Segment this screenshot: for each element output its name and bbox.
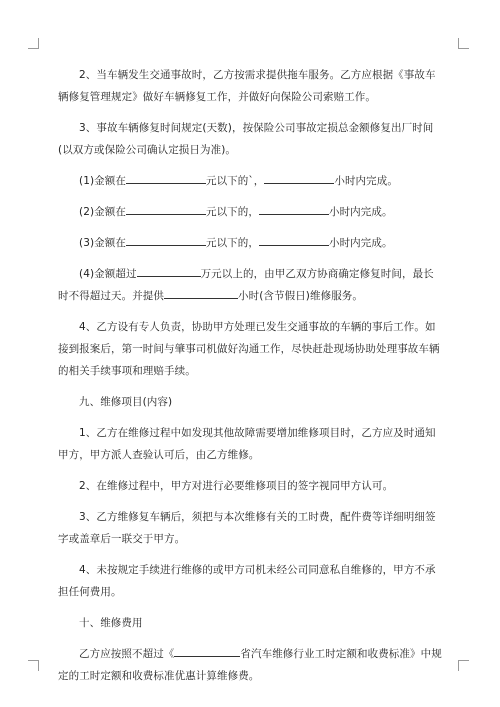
amount-1-middle: 元以下的`， (205, 175, 265, 187)
paragraph-accident-handling: 4、乙方设有专人负责，协助甲方处理已发生交通事故的车辆的事后工作。如接到报案后，第一时间与肇事司机做好沟通工作，尽快赶赴现场协助处理事故车辆的相关手续事项和理赔手续。 (58, 321, 440, 377)
section-heading-repair-items: 九、维修项目(内容) (79, 396, 173, 408)
amount-2-prefix: (2)金额在 (79, 206, 126, 218)
amount-4-prefix: (4)金额超过 (79, 268, 137, 280)
paragraph-amount-4 (58, 263, 442, 307)
amount-3-middle: 元以下的， (205, 237, 259, 249)
amount-1-prefix: (1)金额在 (79, 175, 126, 187)
paragraph-fee-standard (58, 643, 442, 687)
paragraph-signature-approval: 2、在维修过程中，甲方对进行必要维修项目的签字视同甲方认可。 (79, 480, 394, 492)
amount-1-suffix: 小时内完成。 (334, 175, 398, 187)
paragraph-extra-items: 1、乙方在维修过程中如发现其他故障需要增加维修项目时，乙方应及时通知甲方，甲方派人查验认可后，由乙方维修。 (58, 427, 436, 461)
blank-field (137, 266, 201, 277)
amount-3-suffix: 小时内完成。 (328, 237, 393, 249)
paragraph-fee-details: 3、乙方维修复车辆后，须把与本次维修有关的工时费，配件费等详细明细签字或盖章后一联交于甲方。 (58, 511, 436, 545)
paragraph-amount-3 (58, 232, 442, 254)
crop-mark-bottom-left (28, 660, 39, 671)
document-body (58, 64, 442, 696)
paragraph-towing: 2、当车辆发生交通事故时，乙方按需求提供拖车服务。乙方应根据《事故车辆修复管理规定》做好车辆修复工作，并做好向保险公司索赔工作。 (58, 69, 436, 103)
blank-field (164, 288, 238, 299)
paragraph-amount-2 (58, 201, 442, 223)
amount-3-prefix: (3)金额在 (79, 237, 126, 249)
crop-mark-top-left (28, 38, 39, 49)
blank-field (259, 235, 329, 246)
amount-2-middle: 元以下的， (205, 206, 259, 218)
amount-4-middle: 万元以上的，由甲乙双方协商确定修复时间，最长时不得超过天。并提供 (58, 268, 434, 302)
paragraph-amount-1 (58, 170, 442, 192)
amount-2-suffix: 小时内完成。 (328, 206, 393, 218)
section-heading-repair-fees: 十、维修费用 (79, 617, 143, 629)
blank-field (259, 204, 329, 215)
fee-standard-suffix: 省汽车维修行业工时定额和收费标准》中规定的工时定额和收费标准优惠计算维修费。 (58, 648, 442, 682)
amount-4-suffix: 小时(含节假日)维修服务。 (238, 290, 363, 302)
paragraph-unauthorized-repair: 4、未按规定手续进行维修的或甲方司机未经公司同意私自维修的，甲方不承担任何费用。 (58, 564, 436, 598)
blank-field (264, 173, 334, 184)
crop-mark-bottom-right (458, 660, 469, 671)
paragraph-repair-time: 3、事故车辆修复时间规定(天数)，按保险公司事故定损总金额修复出厂时间(以双方或保险公司确认定损日为准)。 (58, 122, 434, 156)
blank-field (126, 173, 206, 184)
blank-field (126, 204, 206, 215)
crop-mark-top-right (458, 38, 469, 49)
fee-standard-prefix: 乙方应按照不超过《 (79, 648, 175, 660)
blank-field (126, 235, 206, 246)
blank-field (174, 646, 240, 657)
